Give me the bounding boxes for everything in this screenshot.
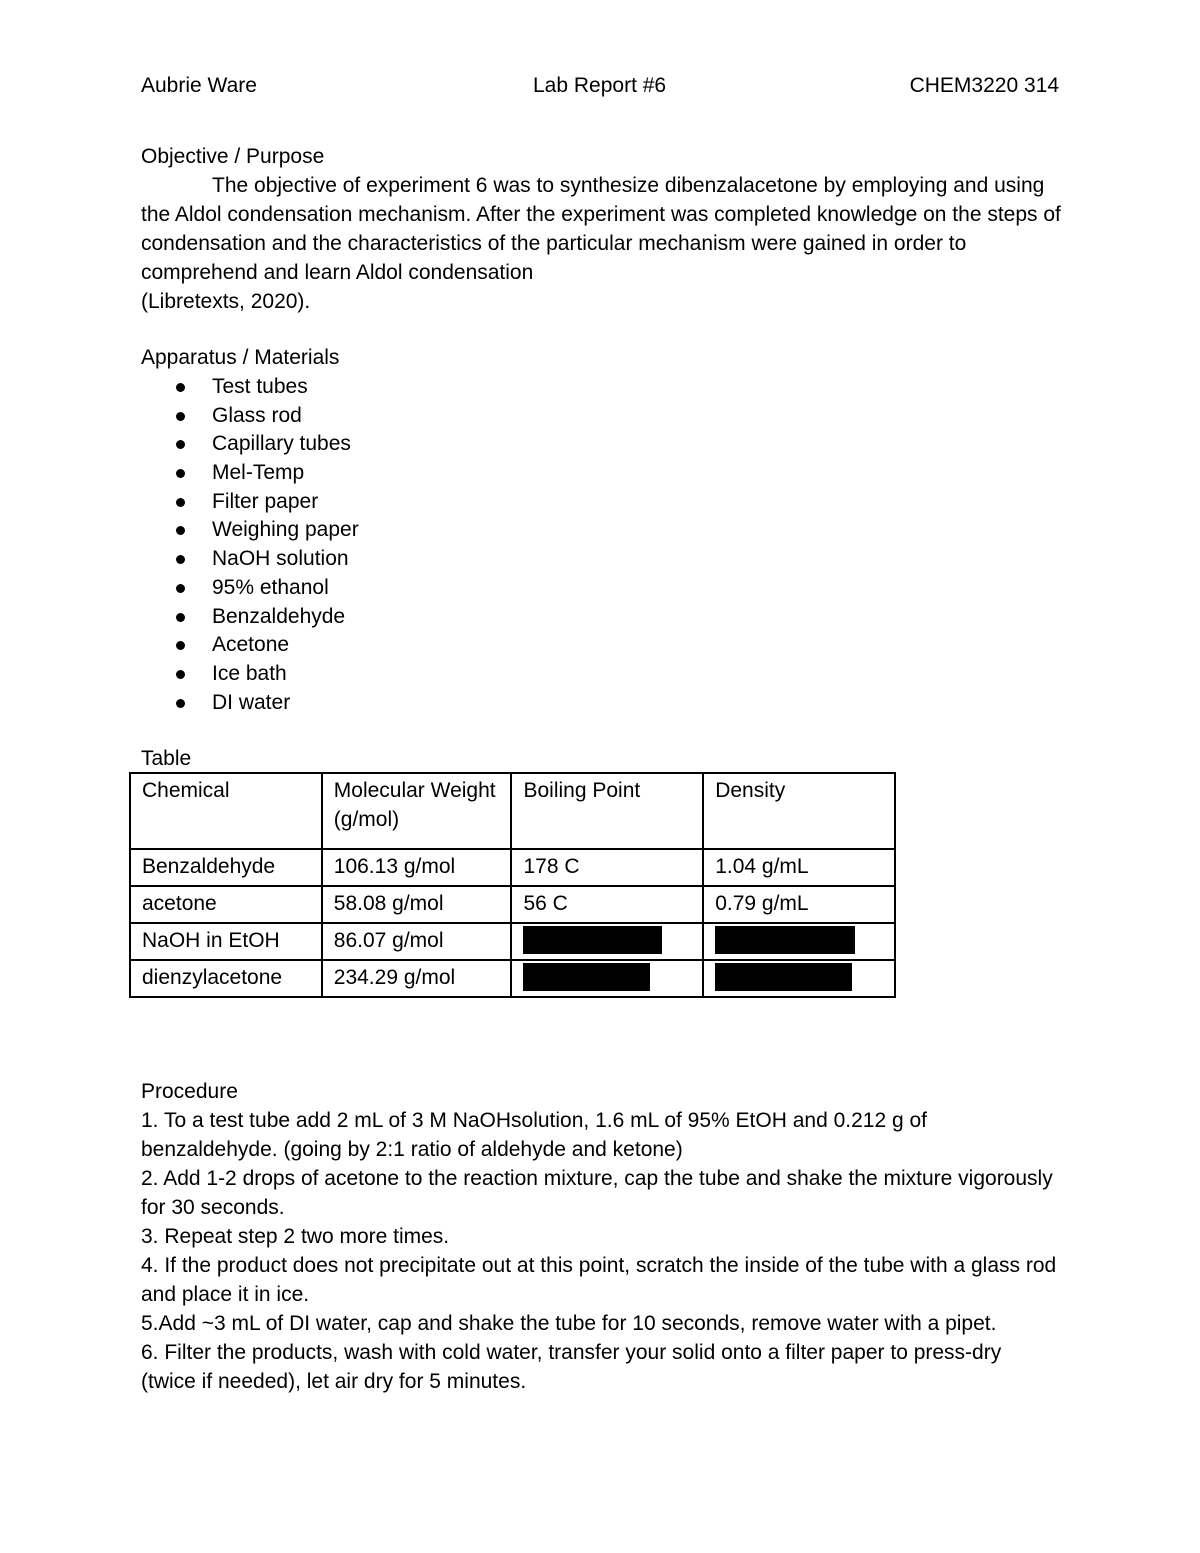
redaction-block [523, 963, 650, 991]
list-item-label: 95% ethanol [212, 575, 329, 599]
table-cell: 58.08 g/mol [322, 886, 512, 923]
redaction-block [715, 963, 852, 991]
list-item [141, 544, 1041, 573]
list-item-label: Filter paper [212, 489, 319, 513]
table-cell [703, 923, 895, 960]
list-item [141, 515, 1041, 544]
list-item [141, 659, 1041, 688]
list-item-label: Mel-Temp [212, 461, 305, 485]
bullet-icon [176, 383, 185, 392]
header-cell: Density [703, 773, 895, 849]
table-cell: acetone [130, 886, 322, 923]
table-cell: 1.04 g/mL [703, 849, 895, 886]
header-cell: Boiling Point [511, 773, 703, 849]
table-row [130, 849, 895, 886]
header-cell: Molecular Weight (g/mol) [322, 773, 512, 849]
table-cell: 86.07 g/mol [322, 923, 512, 960]
table-cell [511, 923, 703, 960]
chemical-table [129, 772, 896, 998]
objective-section [141, 142, 1061, 316]
table-header-row [130, 773, 895, 849]
table-cell: NaOH in EtOH [130, 923, 322, 960]
list-item [141, 458, 1041, 487]
list-item-label: NaOH solution [212, 547, 349, 571]
bullet-icon [176, 670, 185, 679]
report-title: Lab Report #6 [533, 74, 667, 97]
bullet-icon [176, 613, 185, 622]
table-cell [511, 960, 703, 997]
bullet-icon [176, 440, 185, 449]
table-cell: 106.13 g/mol [322, 849, 512, 886]
header-cell: Chemical [130, 773, 322, 849]
list-item [141, 401, 1041, 430]
redaction-block [523, 926, 662, 954]
procedure-step: 5.Add ~3 mL of DI water, cap and shake the tube for 10 seconds, remove water with a pipet. [141, 1312, 997, 1335]
table-row [130, 960, 895, 997]
table-cell: 0.79 g/mL [703, 886, 895, 923]
table-cell [703, 960, 895, 997]
list-item-label: Acetone [212, 633, 290, 657]
table-row [130, 923, 895, 960]
materials-list [141, 372, 1041, 716]
bullet-icon [176, 469, 185, 478]
list-item [141, 429, 1041, 458]
bullet-icon [176, 584, 185, 593]
list-item [141, 630, 1041, 659]
redaction-block [715, 926, 855, 954]
bullet-icon [176, 699, 185, 708]
procedure-heading: Procedure [141, 1080, 238, 1103]
procedure-step: 1. To a test tube add 2 mL of 3 M NaOHsolution, 1.6 mL of 95% EtOH and 0.212 g of benzaldehyde. (going by 2:1 ratio of aldehyde and ketone) [141, 1109, 928, 1161]
list-item [141, 573, 1041, 602]
table-label: Table [141, 747, 192, 770]
page-header [141, 71, 1059, 101]
list-item-label: Ice bath [212, 661, 287, 685]
objective-citation: (Libretexts, 2020). [141, 290, 311, 313]
list-item-label: DI water [212, 690, 291, 714]
list-item-label: Weighing paper [212, 518, 359, 542]
objective-heading: Objective / Purpose [141, 145, 325, 168]
author-name: Aubrie Ware [141, 74, 257, 97]
table-cell: 178 C [511, 849, 703, 886]
bullet-icon [176, 526, 185, 535]
procedure-step: 4. If the product does not precipitate out at this point, scratch the inside of the tube with a glass rod and place it in ice. [141, 1254, 1057, 1306]
procedure-section [141, 1077, 1061, 1396]
list-item [141, 487, 1041, 516]
list-item [141, 372, 1041, 401]
bullet-icon [176, 498, 185, 507]
list-item-label: Test tubes [212, 375, 308, 398]
materials-section [141, 343, 1041, 716]
procedure-step: 2. Add 1-2 drops of acetone to the reaction mixture, cap the tube and shake the mixture vigorously for 30 seconds. [141, 1167, 1053, 1219]
list-item [141, 688, 1041, 717]
procedure-step: 6. Filter the products, wash with cold water, transfer your solid onto a filter paper to press-dry (twice if needed), let air dry for 5 minutes. [141, 1341, 1002, 1393]
list-item [141, 602, 1041, 631]
table-cell: dienzylacetone [130, 960, 322, 997]
procedure-step: 3. Repeat step 2 two more times. [141, 1225, 450, 1248]
bullet-icon [176, 641, 185, 650]
list-item-label: Benzaldehyde [212, 604, 346, 628]
table-cell: 234.29 g/mol [322, 960, 512, 997]
materials-heading: Apparatus / Materials [141, 346, 340, 369]
table-row [130, 886, 895, 923]
table-cell: 56 C [511, 886, 703, 923]
bullet-icon [176, 555, 185, 564]
table-cell: Benzaldehyde [130, 849, 322, 886]
bullet-icon [176, 412, 185, 421]
list-item-label: Glass rod [212, 403, 302, 427]
objective-body: The objective of experiment 6 was to synthesize dibenzalacetone by employing and using the Aldol condensation mechanism. After the experiment was completed knowledge on the steps of condensation and the characteristics of the particular mechanism were gained in order to comprehend and learn Aldol condensation [141, 174, 1061, 284]
course-code: CHEM3220 314 [909, 74, 1059, 97]
list-item-label: Capillary tubes [212, 432, 351, 456]
